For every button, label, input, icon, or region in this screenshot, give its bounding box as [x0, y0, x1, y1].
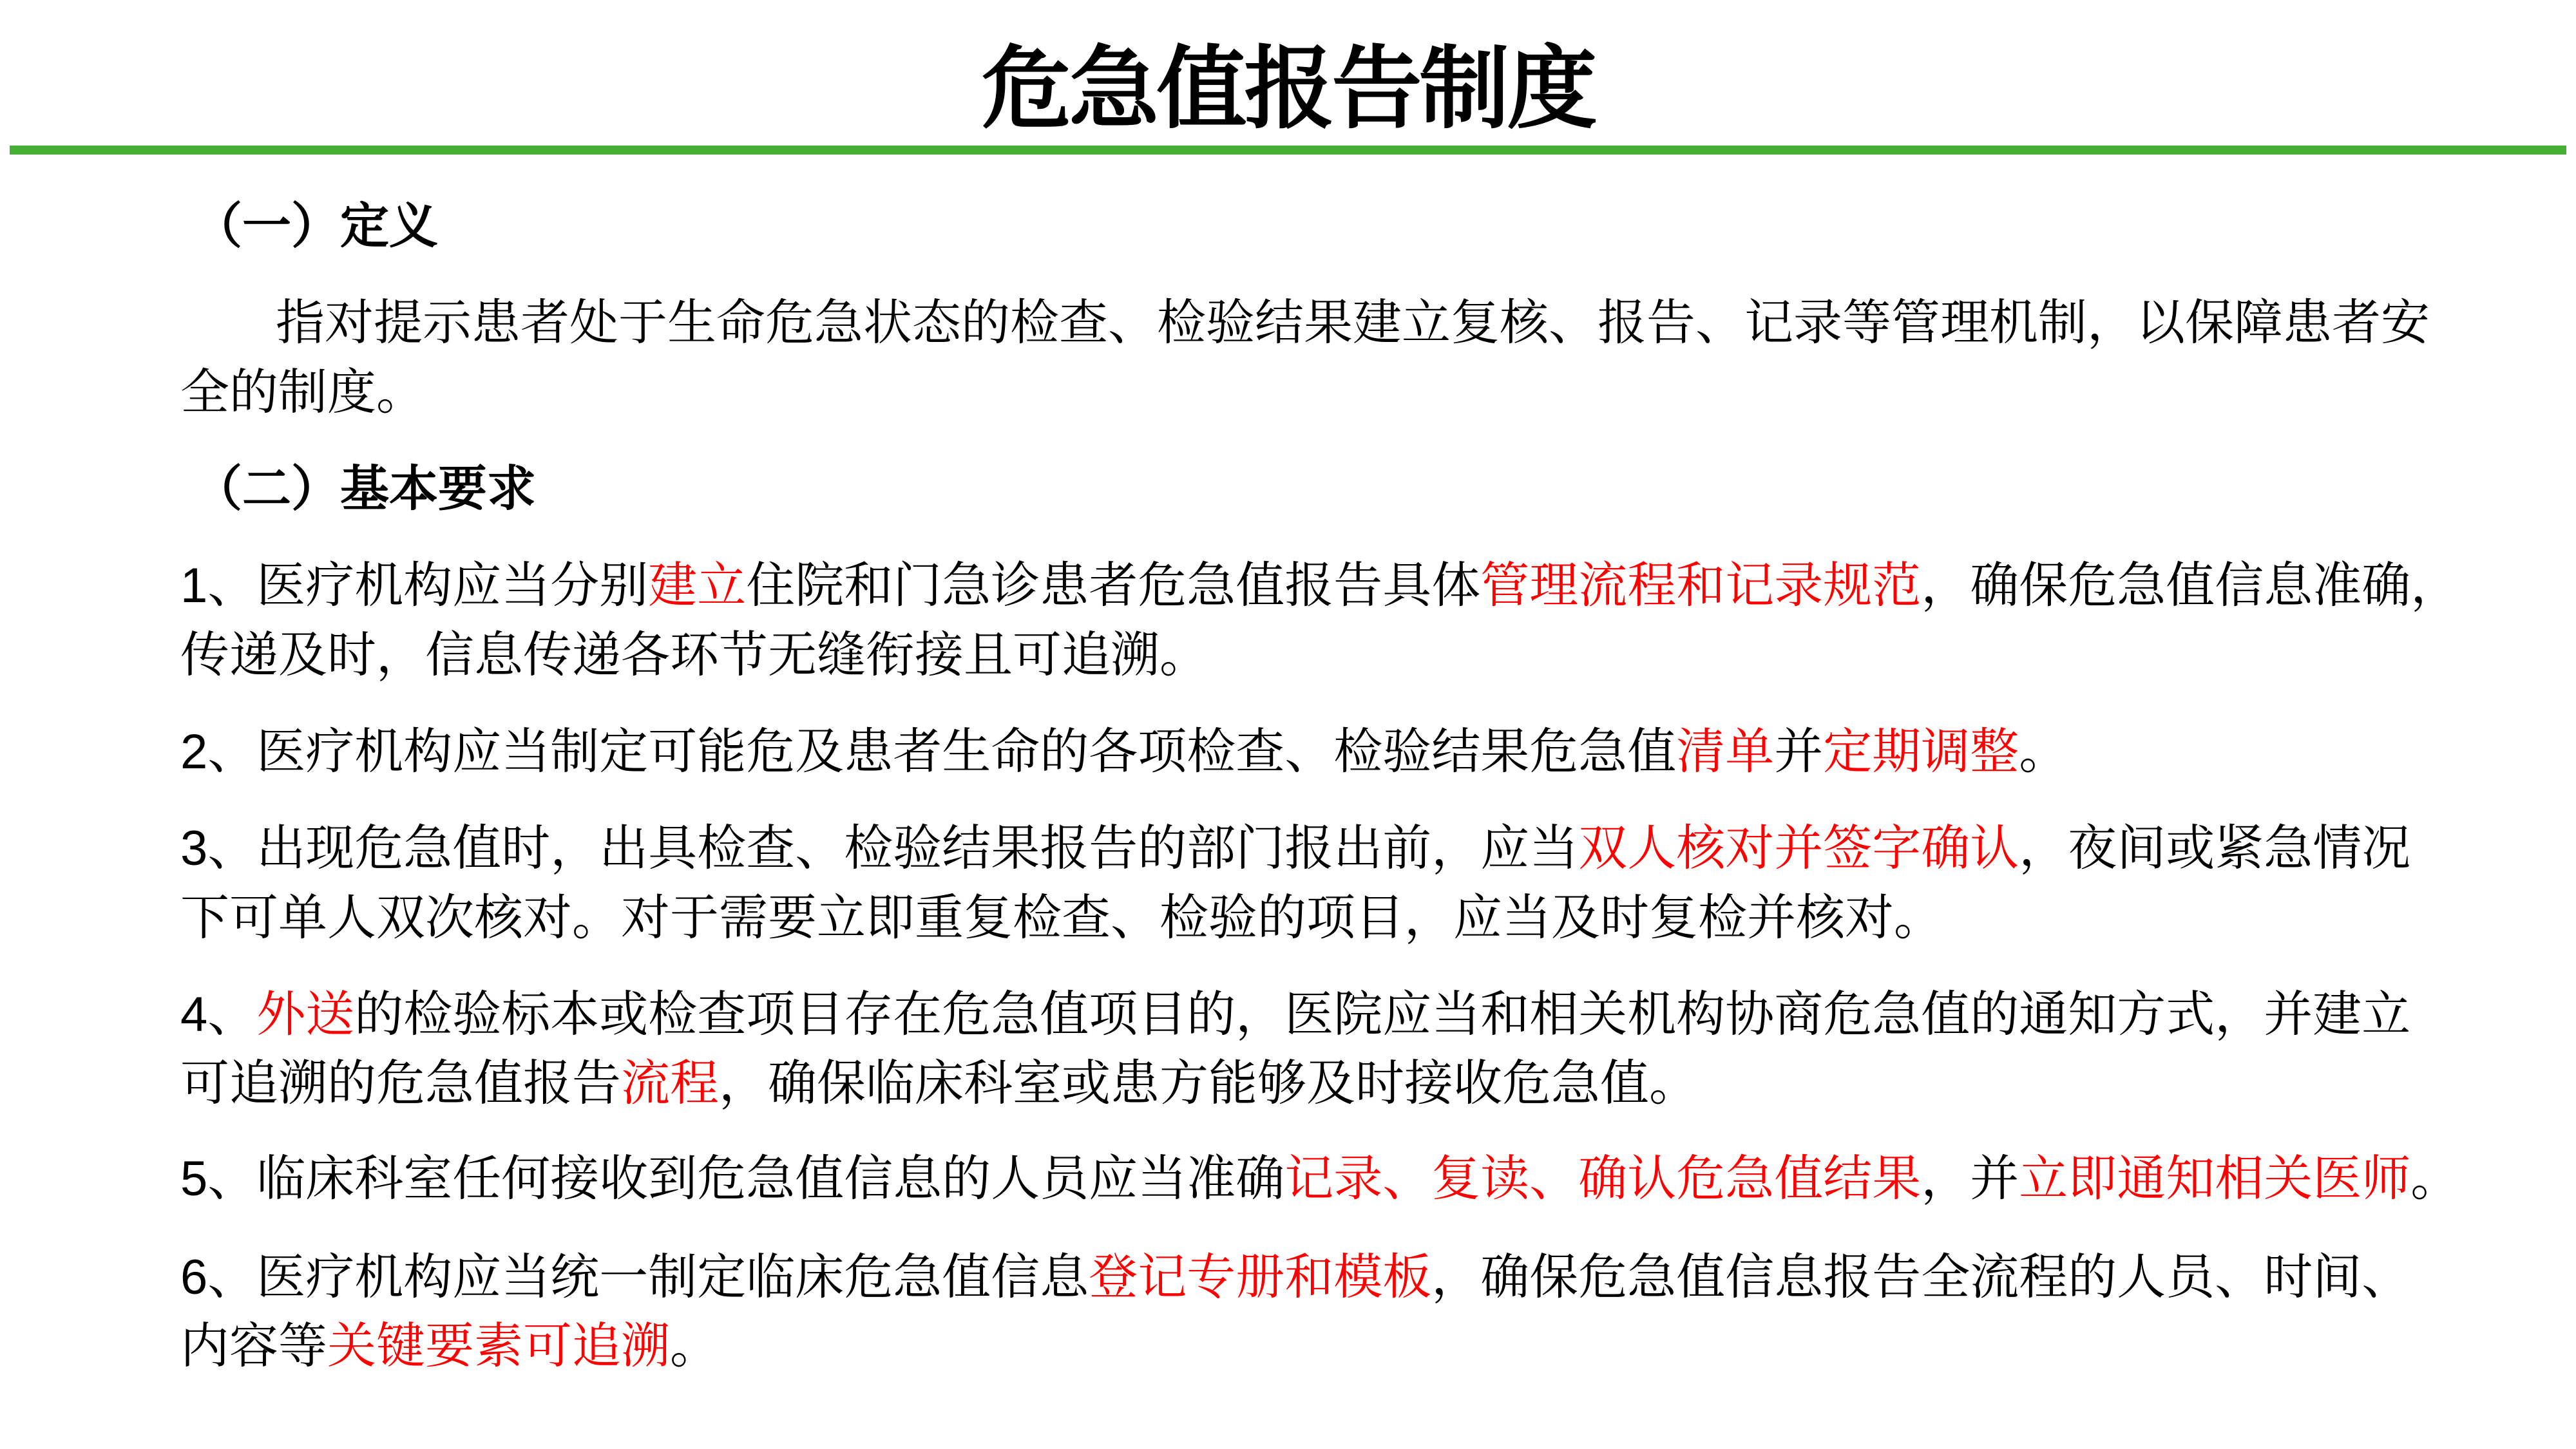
text-segment: 并	[1774, 724, 1824, 779]
text-segment: 。	[2019, 724, 2068, 779]
requirement-item-4-line	[180, 1052, 1698, 1116]
text-segment: ，夜间或紧急情况	[2019, 821, 2411, 876]
requirement-item-1-line	[180, 554, 2459, 618]
highlighted-text: 外送	[256, 987, 355, 1042]
highlighted-text: 关键要素可追溯	[327, 1319, 670, 1374]
highlighted-text: 记录、复读、确认危急值结果	[1284, 1151, 1922, 1206]
text-segment: 4、	[180, 987, 257, 1042]
requirement-item-4-line	[180, 983, 2410, 1047]
text-segment: 3、出现危急值时，出具检查、检验结果报告的部门报出前，应当	[180, 821, 1579, 876]
text-segment: 传递及时，信息传递各环节无缝衔接且可追溯。	[180, 628, 1208, 683]
text-segment: 住院和门急诊患者危急值报告具体	[746, 558, 1481, 613]
text-segment: 可追溯的危急值报告	[180, 1056, 621, 1111]
highlighted-text: 定期调整	[1823, 724, 2019, 779]
page-title: 危急值报告制度	[981, 38, 1595, 139]
text-segment: 。	[2410, 1151, 2460, 1206]
requirement-item-5-line	[180, 1147, 2459, 1211]
text-segment: ，并	[1921, 1151, 2019, 1206]
text-segment: 5、临床科室任何接收到危急值信息的人员应当准确	[180, 1151, 1285, 1206]
highlighted-text: 登记专册和模板	[1089, 1250, 1432, 1305]
requirement-item-6-line	[180, 1245, 2410, 1310]
requirement-item-2-line	[180, 720, 2068, 784]
section-heading-requirements: （二）基本要求	[193, 462, 536, 516]
requirement-item-3-line	[180, 886, 1943, 951]
highlighted-text: 清单	[1676, 724, 1775, 779]
text-segment: 内容等	[180, 1319, 327, 1374]
text-segment: ，确保危急值信息准确，	[1921, 558, 2460, 613]
definition-line	[276, 291, 2430, 355]
title-divider	[10, 146, 2566, 155]
section-heading-definition: （一）定义	[193, 199, 438, 254]
requirement-item-1-line	[180, 623, 1208, 688]
text-segment: 的检验标本或检查项目存在危急值项目的，医院应当和相关机构协商危急值的通知方式，并建立	[354, 987, 2411, 1042]
text-segment: 全的制度。	[180, 365, 425, 420]
highlighted-text: 双人核对并签字确认	[1578, 821, 2019, 876]
text-segment: 2、医疗机构应当制定可能危及患者生命的各项检查、检验结果危急值	[180, 724, 1677, 779]
text-segment: 1、医疗机构应当分别	[180, 558, 649, 613]
text-segment: ，确保危急值信息报告全流程的人员、时间、	[1431, 1250, 2411, 1305]
text-segment: 。	[670, 1319, 719, 1374]
text-segment: 6、医疗机构应当统一制定临床危急值信息	[180, 1250, 1089, 1305]
text-segment: ，确保临床科室或患方能够及时接收危急值。	[719, 1056, 1698, 1111]
text-segment: 下可单人双次核对。对于需要立即重复检查、检验的项目，应当及时复检并核对。	[180, 891, 1943, 945]
requirement-item-3-line	[180, 817, 2410, 881]
highlighted-text: 管理流程和记录规范	[1480, 558, 1922, 613]
highlighted-text: 流程	[621, 1056, 719, 1111]
text-segment: 指对提示患者处于生命危急状态的检查、检验结果建立复核、报告、记录等管理机制，以保障患者安	[276, 296, 2430, 350]
definition-line	[180, 361, 425, 425]
requirement-item-6-line	[180, 1314, 719, 1379]
highlighted-text: 建立	[648, 558, 747, 613]
highlighted-text: 立即通知相关医师	[2019, 1151, 2411, 1206]
